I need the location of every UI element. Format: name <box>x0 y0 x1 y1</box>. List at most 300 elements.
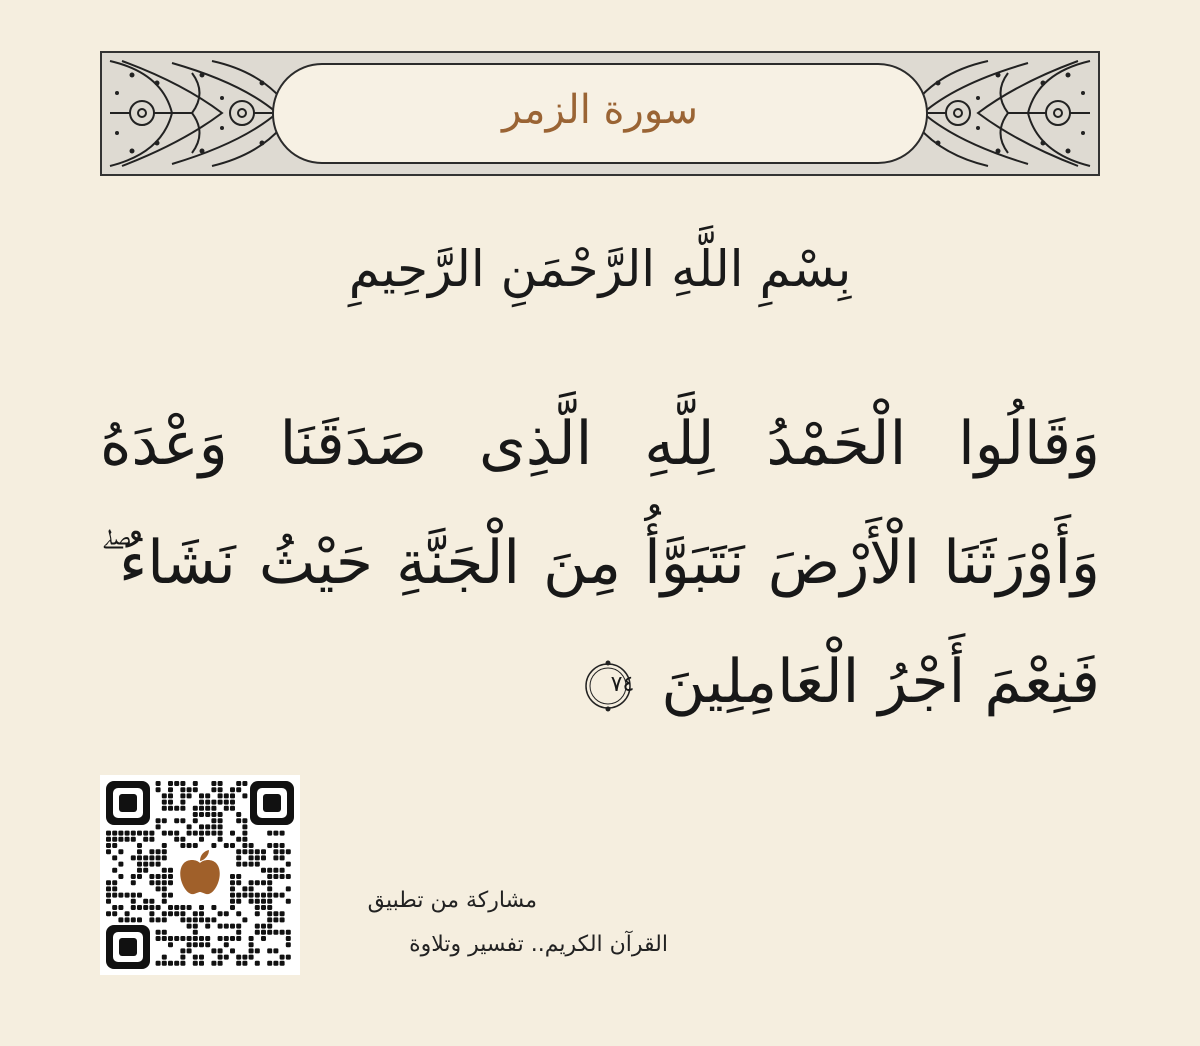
qr-module <box>162 849 167 854</box>
qr-module <box>236 930 241 935</box>
qr-module <box>156 917 161 922</box>
verse-text: وَقَالُوا الْحَمْدُ لِلَّهِ الَّذِى صَدَقَنَا وَعْدَهُ وَأَوْرَثَنَا الْأَرْضَ نَتَبَوَّأُ مِنَ الْجَنَّةِ حَيْثُ نَشَاءُ ۖ فَنِعْمَ أَجْرُ الْعَامِلِينَ <box>100 409 1100 717</box>
qr-module <box>242 837 247 842</box>
qr-module <box>156 862 161 867</box>
qr-module <box>205 831 210 836</box>
qr-module <box>168 800 173 805</box>
qr-module <box>230 948 235 953</box>
qr-module <box>218 936 223 941</box>
qr-module <box>267 899 272 904</box>
qr-module <box>149 899 154 904</box>
qr-module <box>143 855 148 860</box>
qr-module <box>280 917 285 922</box>
qr-module <box>149 855 154 860</box>
qr-module <box>156 936 161 941</box>
qr-module <box>193 787 198 792</box>
qr-module <box>267 886 272 891</box>
qr-module <box>267 961 272 966</box>
qr-module <box>255 948 260 953</box>
qr-module <box>168 911 173 916</box>
qr-module <box>267 843 272 848</box>
qr-module <box>249 942 254 947</box>
qr-module <box>112 837 117 842</box>
qr-module <box>255 862 260 867</box>
qr-module <box>174 905 179 910</box>
qr-module <box>199 917 204 922</box>
qr-module <box>249 855 254 860</box>
qr-module <box>106 837 111 842</box>
qr-module <box>224 936 229 941</box>
qr-module <box>193 936 198 941</box>
qr-module <box>106 880 111 885</box>
qr-module <box>218 955 223 960</box>
qr-module <box>249 893 254 898</box>
qr-module <box>249 843 254 848</box>
qr-module <box>261 930 266 935</box>
qr-module <box>230 924 235 929</box>
qr-module <box>174 781 179 786</box>
qr-module <box>174 911 179 916</box>
qr-module <box>218 800 223 805</box>
qr-module <box>242 886 247 891</box>
qr-module <box>131 905 136 910</box>
qr-module <box>193 930 198 935</box>
qr-module <box>162 831 167 836</box>
qr-module <box>106 911 111 916</box>
qr-module <box>112 911 117 916</box>
ayah-number: ٧٤ <box>610 672 635 698</box>
qr-module <box>112 855 117 860</box>
qr-module <box>162 806 167 811</box>
qr-module <box>156 824 161 829</box>
qr-module <box>168 905 173 910</box>
qr-module <box>255 911 260 916</box>
qr-module <box>255 924 260 929</box>
qr-module <box>205 812 210 817</box>
qr-module <box>273 849 278 854</box>
qr-module <box>224 843 229 848</box>
qr-module <box>280 855 285 860</box>
qr-module <box>236 936 241 941</box>
qr-module <box>187 917 192 922</box>
qr-module <box>106 843 111 848</box>
qr-module <box>218 824 223 829</box>
qr-module <box>205 942 210 947</box>
qr-module <box>205 824 210 829</box>
qr-module <box>162 874 167 879</box>
qr-code[interactable] <box>100 775 300 975</box>
qr-module <box>112 843 117 848</box>
qr-module <box>224 806 229 811</box>
qr-module <box>162 911 167 916</box>
qr-module <box>180 905 185 910</box>
qr-module <box>249 886 254 891</box>
qr-module <box>286 955 291 960</box>
qr-module <box>236 781 241 786</box>
qr-module <box>249 862 254 867</box>
qr-module <box>193 911 198 916</box>
qr-module <box>125 917 130 922</box>
qr-module <box>149 831 154 836</box>
qr-module <box>118 862 123 867</box>
qr-module <box>156 781 161 786</box>
qr-module <box>255 899 260 904</box>
qr-module <box>162 843 167 848</box>
qr-module <box>205 793 210 798</box>
qr-module <box>149 837 154 842</box>
qr-module <box>255 961 260 966</box>
qr-module <box>280 831 285 836</box>
qr-module <box>156 961 161 966</box>
qr-module <box>137 862 142 867</box>
qr-module <box>211 831 216 836</box>
qr-module <box>112 868 117 873</box>
share-caption-line2: القرآن الكريم.. تفسير وتلاوة <box>409 932 668 957</box>
qr-module <box>199 812 204 817</box>
qr-module <box>193 818 198 823</box>
qr-module <box>286 930 291 935</box>
qr-module <box>218 787 223 792</box>
qr-module <box>236 818 241 823</box>
qr-module <box>149 911 154 916</box>
qr-module <box>193 924 198 929</box>
qr-module <box>273 874 278 879</box>
qr-module <box>180 961 185 966</box>
qr-module <box>137 917 142 922</box>
qr-module <box>255 880 260 885</box>
qr-module <box>199 936 204 941</box>
qr-module <box>180 806 185 811</box>
qr-module <box>236 924 241 929</box>
qr-module <box>137 855 142 860</box>
qr-module <box>162 917 167 922</box>
qr-module <box>131 917 136 922</box>
qr-module <box>261 893 266 898</box>
qr-module <box>273 930 278 935</box>
qr-module <box>261 855 266 860</box>
qr-module <box>218 948 223 953</box>
qr-module <box>249 880 254 885</box>
qr-module <box>187 936 192 941</box>
qr-module <box>162 899 167 904</box>
qr-module <box>230 831 235 836</box>
qr-module <box>174 961 179 966</box>
qr-module <box>180 917 185 922</box>
qr-module <box>199 961 204 966</box>
qr-module <box>242 955 247 960</box>
qr-module <box>193 955 198 960</box>
qr-module <box>187 787 192 792</box>
qr-module <box>236 787 241 792</box>
qr-module <box>286 942 291 947</box>
qr-module <box>168 942 173 947</box>
qr-module <box>174 818 179 823</box>
qr-module <box>280 955 285 960</box>
qr-finder-bottom-left <box>106 925 150 969</box>
qr-module <box>230 874 235 879</box>
qr-module <box>286 936 291 941</box>
qr-module <box>286 862 291 867</box>
qr-module <box>236 862 241 867</box>
qr-module <box>118 837 123 842</box>
qr-module <box>199 911 204 916</box>
qr-module <box>218 831 223 836</box>
qr-finder-top-right <box>250 781 294 825</box>
qr-module <box>205 936 210 941</box>
qr-module <box>106 886 111 891</box>
qr-module <box>187 824 192 829</box>
qr-module <box>162 893 167 898</box>
qr-module <box>168 793 173 798</box>
qr-module <box>131 831 136 836</box>
qr-module <box>199 831 204 836</box>
qr-module <box>267 911 272 916</box>
qr-module <box>261 936 266 941</box>
qr-module <box>131 837 136 842</box>
qr-module <box>261 868 266 873</box>
qr-module <box>168 806 173 811</box>
qr-module <box>143 905 148 910</box>
qr-module <box>218 911 223 916</box>
qr-module <box>193 806 198 811</box>
qr-module <box>261 924 266 929</box>
qr-module <box>273 961 278 966</box>
qr-module <box>125 831 130 836</box>
qr-module <box>224 924 229 929</box>
qr-module <box>286 874 291 879</box>
qr-module <box>137 868 142 873</box>
qr-module <box>211 818 216 823</box>
qr-module <box>211 905 216 910</box>
qr-module <box>249 899 254 904</box>
qr-module <box>230 886 235 891</box>
qr-module <box>137 843 142 848</box>
qr-module <box>205 917 210 922</box>
qr-module <box>131 899 136 904</box>
qr-module <box>149 849 154 854</box>
qr-module <box>162 955 167 960</box>
qr-module <box>187 948 192 953</box>
qr-module <box>168 936 173 941</box>
qr-module <box>211 961 216 966</box>
qr-module <box>242 824 247 829</box>
qr-module <box>131 893 136 898</box>
qr-module <box>131 855 136 860</box>
qr-module <box>180 793 185 798</box>
qr-module <box>174 837 179 842</box>
surah-header-frame <box>100 51 1100 176</box>
qr-module <box>236 837 241 842</box>
qr-module <box>180 911 185 916</box>
qr-module <box>168 893 173 898</box>
qr-module <box>236 880 241 885</box>
qr-module <box>261 849 266 854</box>
qr-module <box>224 800 229 805</box>
qr-module <box>267 917 272 922</box>
qr-module <box>211 800 216 805</box>
qr-module <box>193 942 198 947</box>
qr-module <box>174 936 179 941</box>
qr-module <box>199 793 204 798</box>
qr-module <box>180 948 185 953</box>
qr-module <box>143 899 148 904</box>
qr-module <box>242 793 247 798</box>
qr-module <box>118 849 123 854</box>
qr-module <box>149 862 154 867</box>
qr-module <box>218 961 223 966</box>
qr-module <box>242 843 247 848</box>
qr-module <box>106 899 111 904</box>
qr-module <box>125 911 130 916</box>
qr-module <box>156 930 161 935</box>
qr-module <box>180 800 185 805</box>
qr-module <box>236 899 241 904</box>
qr-module <box>143 831 148 836</box>
qr-module <box>242 961 247 966</box>
qr-module <box>211 917 216 922</box>
qr-module <box>118 893 123 898</box>
title-cartouche <box>272 63 928 164</box>
qr-module <box>193 781 198 786</box>
qr-module <box>125 837 130 842</box>
qr-module <box>162 800 167 805</box>
qr-module <box>174 806 179 811</box>
qr-module <box>280 849 285 854</box>
share-caption-line1: مشاركة من تطبيق <box>367 888 537 913</box>
qr-module <box>137 905 142 910</box>
qr-module <box>273 831 278 836</box>
qr-module <box>286 886 291 891</box>
qr-module <box>205 800 210 805</box>
qr-module <box>187 905 192 910</box>
qr-module <box>193 843 198 848</box>
qr-module <box>162 961 167 966</box>
qr-module <box>106 893 111 898</box>
qr-module <box>224 793 229 798</box>
qr-module <box>162 880 167 885</box>
qr-module <box>218 793 223 798</box>
qr-module <box>156 886 161 891</box>
qr-module <box>267 948 272 953</box>
qr-module <box>273 948 278 953</box>
qr-module <box>168 874 173 879</box>
qr-module <box>199 824 204 829</box>
qr-module <box>218 837 223 842</box>
qr-module <box>162 886 167 891</box>
qr-module <box>205 806 210 811</box>
qr-module <box>236 911 241 916</box>
qr-module <box>156 818 161 823</box>
surah-title: سورة الزمر <box>501 87 699 133</box>
qr-module <box>125 893 130 898</box>
qr-module <box>273 893 278 898</box>
qr-module <box>131 880 136 885</box>
qr-module <box>118 874 123 879</box>
qr-module <box>280 893 285 898</box>
qr-module <box>112 831 117 836</box>
qr-module <box>156 880 161 885</box>
qr-module <box>162 868 167 873</box>
qr-module <box>242 831 247 836</box>
qr-module <box>180 818 185 823</box>
qr-module <box>230 936 235 941</box>
qr-module <box>211 787 216 792</box>
qr-module <box>199 837 204 842</box>
qr-module <box>180 936 185 941</box>
qr-module <box>218 924 223 929</box>
qr-module <box>168 787 173 792</box>
qr-finder-top-left <box>106 781 150 825</box>
qr-module <box>242 849 247 854</box>
qr-module <box>162 855 167 860</box>
qr-module <box>273 843 278 848</box>
qr-module <box>180 787 185 792</box>
qr-module <box>242 893 247 898</box>
qr-module <box>236 893 241 898</box>
qr-module <box>273 868 278 873</box>
qr-module <box>267 874 272 879</box>
qr-module <box>168 880 173 885</box>
qr-module <box>187 831 192 836</box>
qr-module <box>255 893 260 898</box>
qr-module <box>280 843 285 848</box>
qr-module <box>112 893 117 898</box>
qr-module <box>249 955 254 960</box>
qr-module <box>267 868 272 873</box>
qr-module <box>211 781 216 786</box>
qr-module <box>156 905 161 910</box>
qr-module <box>168 961 173 966</box>
qr-module <box>249 849 254 854</box>
qr-module <box>143 837 148 842</box>
qr-module <box>199 905 204 910</box>
qr-module <box>118 905 123 910</box>
qr-module <box>199 806 204 811</box>
qr-module <box>118 831 123 836</box>
qr-module <box>230 806 235 811</box>
qr-module <box>187 843 192 848</box>
qr-module <box>230 905 235 910</box>
qr-module <box>224 955 229 960</box>
qr-module <box>168 781 173 786</box>
qr-module <box>118 917 123 922</box>
qr-module <box>236 849 241 854</box>
qr-module <box>187 793 192 798</box>
qr-module <box>242 781 247 786</box>
qr-module <box>286 849 291 854</box>
qr-module <box>273 917 278 922</box>
qr-module <box>273 911 278 916</box>
qr-module <box>261 899 266 904</box>
qr-module <box>199 800 204 805</box>
qr-module <box>168 868 173 873</box>
qr-module <box>255 905 260 910</box>
qr-module <box>249 936 254 941</box>
qr-module <box>218 818 223 823</box>
qr-module <box>156 855 161 860</box>
qr-module <box>267 924 272 929</box>
qr-module <box>211 824 216 829</box>
qr-module <box>242 917 247 922</box>
qr-module <box>224 942 229 947</box>
ayah-number-marker <box>582 660 634 712</box>
qr-module <box>180 843 185 848</box>
qr-module <box>168 831 173 836</box>
qr-module <box>156 849 161 854</box>
qr-module <box>187 942 192 947</box>
qr-module <box>193 812 198 817</box>
qr-module <box>180 955 185 960</box>
